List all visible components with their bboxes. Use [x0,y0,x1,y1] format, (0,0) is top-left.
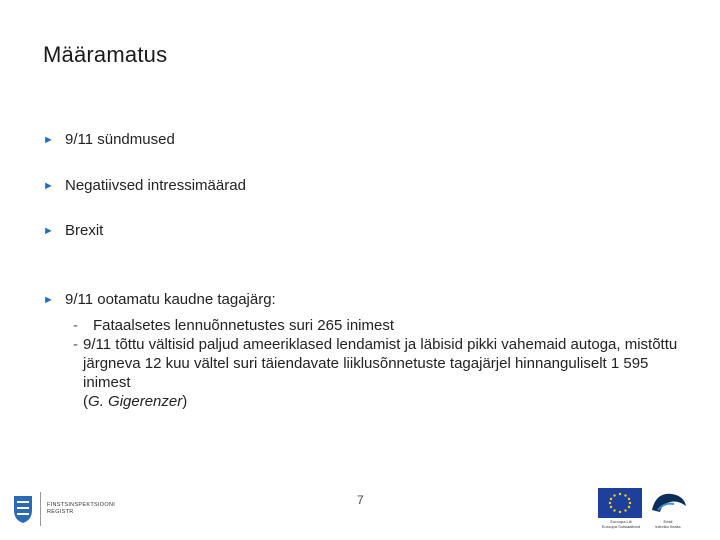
bullet-item [43,222,103,240]
dash-icon: - [73,336,78,353]
org-name-line: REGISTR [47,509,74,515]
footer-org-logo [12,492,115,526]
sub-bullet-text: Fataalsetes lennuõnnetustes suri 265 inimest [93,317,395,334]
sub-bullet-body: 9/11 tõttu vältisid paljud ameeriklased lendamist ja läbisid pikki vahemaid autoga, mistõttu järgneva 12 kuu vältel suri täiendavate liiklusõnnetuste tagajärjel hinnanguliselt 1 595 inimest [83,336,678,391]
estonia-caption [646,519,690,529]
estonia-caption-line: tuleviku heaks [655,524,681,529]
eu-caption [596,519,646,529]
sub-bullet-item [73,316,693,335]
sub-bullet-text [83,335,693,411]
bullet-arrow-icon: ► [43,225,54,237]
bullet-item [43,131,175,149]
coat-of-arms-icon [12,494,34,524]
footer-divider [40,492,41,526]
bullet-arrow-icon: ► [43,180,54,192]
sub-bullet-list [73,316,693,411]
eu-caption-line: Euroopa Sotsiaalfond [601,524,641,529]
bullet-text: 9/11 sündmused [65,131,175,148]
bullet-text: Brexit [65,222,104,239]
bullet-item [43,291,276,309]
bullet-item [43,177,246,195]
page-number: 7 [357,493,364,507]
citation [83,393,187,410]
eu-caption-line: Euroopa Liit [610,519,632,524]
estonia-bird-logo-icon [648,488,688,518]
eu-flag-icon [598,488,642,518]
bullet-text: 9/11 ootamatu kaudne tagajärg: [65,291,276,308]
org-name-line: FINSTSINSPEKTSIOONI [47,502,116,508]
citation-close: ) [182,393,188,410]
bullet-arrow-icon: ► [43,134,54,146]
bullet-arrow-icon: ► [43,294,54,306]
citation-author: G. Gigerenzer [88,393,183,410]
org-name [47,502,115,516]
bullet-text: Negatiivsed intressimäärad [65,177,246,194]
estonia-caption-line: Eesti [663,519,673,524]
slide-title: Määramatus [43,42,168,67]
sub-bullet-item [73,335,693,411]
dash-icon: - [73,317,78,334]
citation-open: ( [83,393,89,410]
